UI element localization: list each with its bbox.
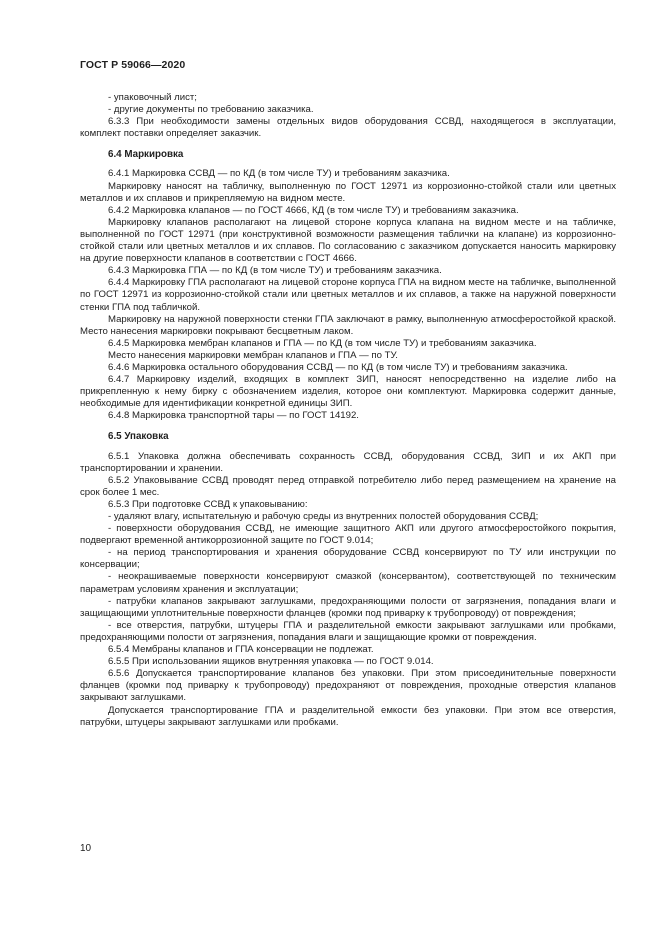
document-body (80, 92, 616, 729)
paragraph: - неокрашиваемые поверхности консервируют смазкой (консервантом), соответствующей по техническим параметрам условиям хранения и эксплуатации; (80, 571, 616, 595)
paragraph: Допускается транспортирование ГПА и разделительной емкости без упаковки. При этом все отверстия, патрубки, штуцеры закрывают заглушками или пробками. (80, 704, 616, 728)
paragraph: 6.3.3 При необходимости замены отдельных видов оборудования ССВД, находящегося в эксплуатации, комплект поставки определяет заказчик. (80, 116, 616, 140)
page-number: 10 (80, 843, 92, 854)
paragraph: 6.5.5 При использовании ящиков внутренняя упаковка — по ГОСТ 9.014. (108, 656, 434, 668)
paragraph: Маркировку клапанов располагают на лицевой стороне корпуса клапана на видном месте и на табличке, выполненной по ГОСТ 12971 (при конструктивной возможности размещения таблички на клапане) из коррозионно-стойкой стали или цветных металлов и их сплавов. По согласованию с заказчиком допускается наносить маркировку на другие поверхности клапанов в соответствии с ГОСТ 4666. (80, 216, 616, 265)
paragraph: - упаковочный лист; (108, 92, 197, 103)
paragraph: 6.5.3 При подготовке ССВД к упаковыванию: (108, 498, 308, 510)
section-heading: 6.5 Упаковка (108, 431, 169, 443)
paragraph: 6.4.7 Маркировку изделий, входящих в комплект ЗИП, наносят непосредственно на изделие либо на прикрепленную к нему бирку с обозначением изделия, которое они комплектуют. Маркировка содержит данные, необходимые для идентификации конкретной единицы ЗИП. (80, 374, 616, 410)
paragraph: - удаляют влагу, испытательную и рабочую среды из внутренних полостей оборудования ССВД; (108, 511, 539, 522)
paragraph: 6.5.2 Упаковывание ССВД проводят перед отправкой потребителю либо перед размещением на хранение на срок более 1 мес. (80, 474, 616, 498)
paragraph: 6.4.8 Маркировка транспортной тары — по ГОСТ 14192. (108, 410, 359, 422)
paragraph: - патрубки клапанов закрывают заглушками, предохраняющими полости от загрязнения, попадания влаги и защищающими уплотнительные поверхности фланцев (кромки под приварку к трубопроводу) от повреждения; (80, 595, 616, 619)
paragraph: - все отверстия, патрубки, штуцеры ГПА и разделительной емкости закрывают заглушками или пробками, предохраняющими полости от загрязнения, попадания влаги и защищающие кромки от повреждения. (80, 619, 616, 643)
paragraph: 6.5.1 Упаковка должна обеспечивать сохранность ССВД, оборудования ССВД, ЗИП и их АКП при транспортировании и хранении. (80, 450, 616, 474)
paragraph: 6.4.5 Маркировка мембран клапанов и ГПА — по КД (в том числе ТУ) и требованиям заказчика. (108, 337, 537, 349)
paragraph: 6.4.4 Маркировку ГПА располагают на лицевой стороне корпуса ГПА на видном месте на табличке, выполненной по ГОСТ 12971 из коррозионно-стойкой стали или цветных металлов и их сплавов, а также на наружной поверхности стенки ГПА под табличкой. (80, 277, 616, 313)
paragraph: Место нанесения маркировки мембран клапанов и ГПА — по ТУ. (108, 349, 398, 361)
document-header: ГОСТ Р 59066—2020 (80, 59, 186, 71)
paragraph: 6.5.6 Допускается транспортирование клапанов без упаковки. При этом присоединительные поверхности фланцев (кромки под приварку к трубопроводу) предохраняют от повреждения, проходные отверстия клапанов закрывают заглушками. (80, 668, 616, 704)
paragraph: 6.4.2 Маркировка клапанов — по ГОСТ 4666, КД (в том числе ТУ) и требованиям заказчика. (108, 204, 519, 216)
paragraph: - поверхности оборудования ССВД, не имеющие защитного АКП или другого атмосферостойкого покрытия, подвергают временной антикоррозионной защите по ГОСТ 9.014; (80, 523, 616, 547)
paragraph: - другие документы по требованию заказчика. (108, 104, 314, 116)
paragraph: 6.5.4 Мембраны клапанов и ГПА консервации не подлежат. (108, 644, 374, 656)
paragraph: Маркировку на наружной поверхности стенки ГПА заключают в рамку, выполненную атмосферостойкой краской. Место нанесения маркировки покрывают бесцветным лаком. (80, 313, 616, 337)
paragraph: 6.4.3 Маркировка ГПА — по КД (в том числе ТУ) и требованиям заказчика. (108, 265, 442, 277)
paragraph: 6.4.1 Маркировка ССВД — по КД (в том числе ТУ) и требованиям заказчика. (108, 168, 450, 180)
paragraph: - на период транспортирования и хранения оборудование ССВД консервируют по ТУ или инструкции по консервации; (80, 547, 616, 571)
paragraph: Маркировку наносят на табличку, выполненную по ГОСТ 12971 из коррозионно-стойкой стали или цветных металлов и их сплавов и прикрепляемую на видном месте. (80, 180, 616, 204)
section-heading: 6.4 Маркировка (108, 149, 184, 161)
paragraph: 6.4.6 Маркировка остального оборудования ССВД — по КД (в том числе ТУ) и требованиям заказчика. (108, 361, 568, 373)
